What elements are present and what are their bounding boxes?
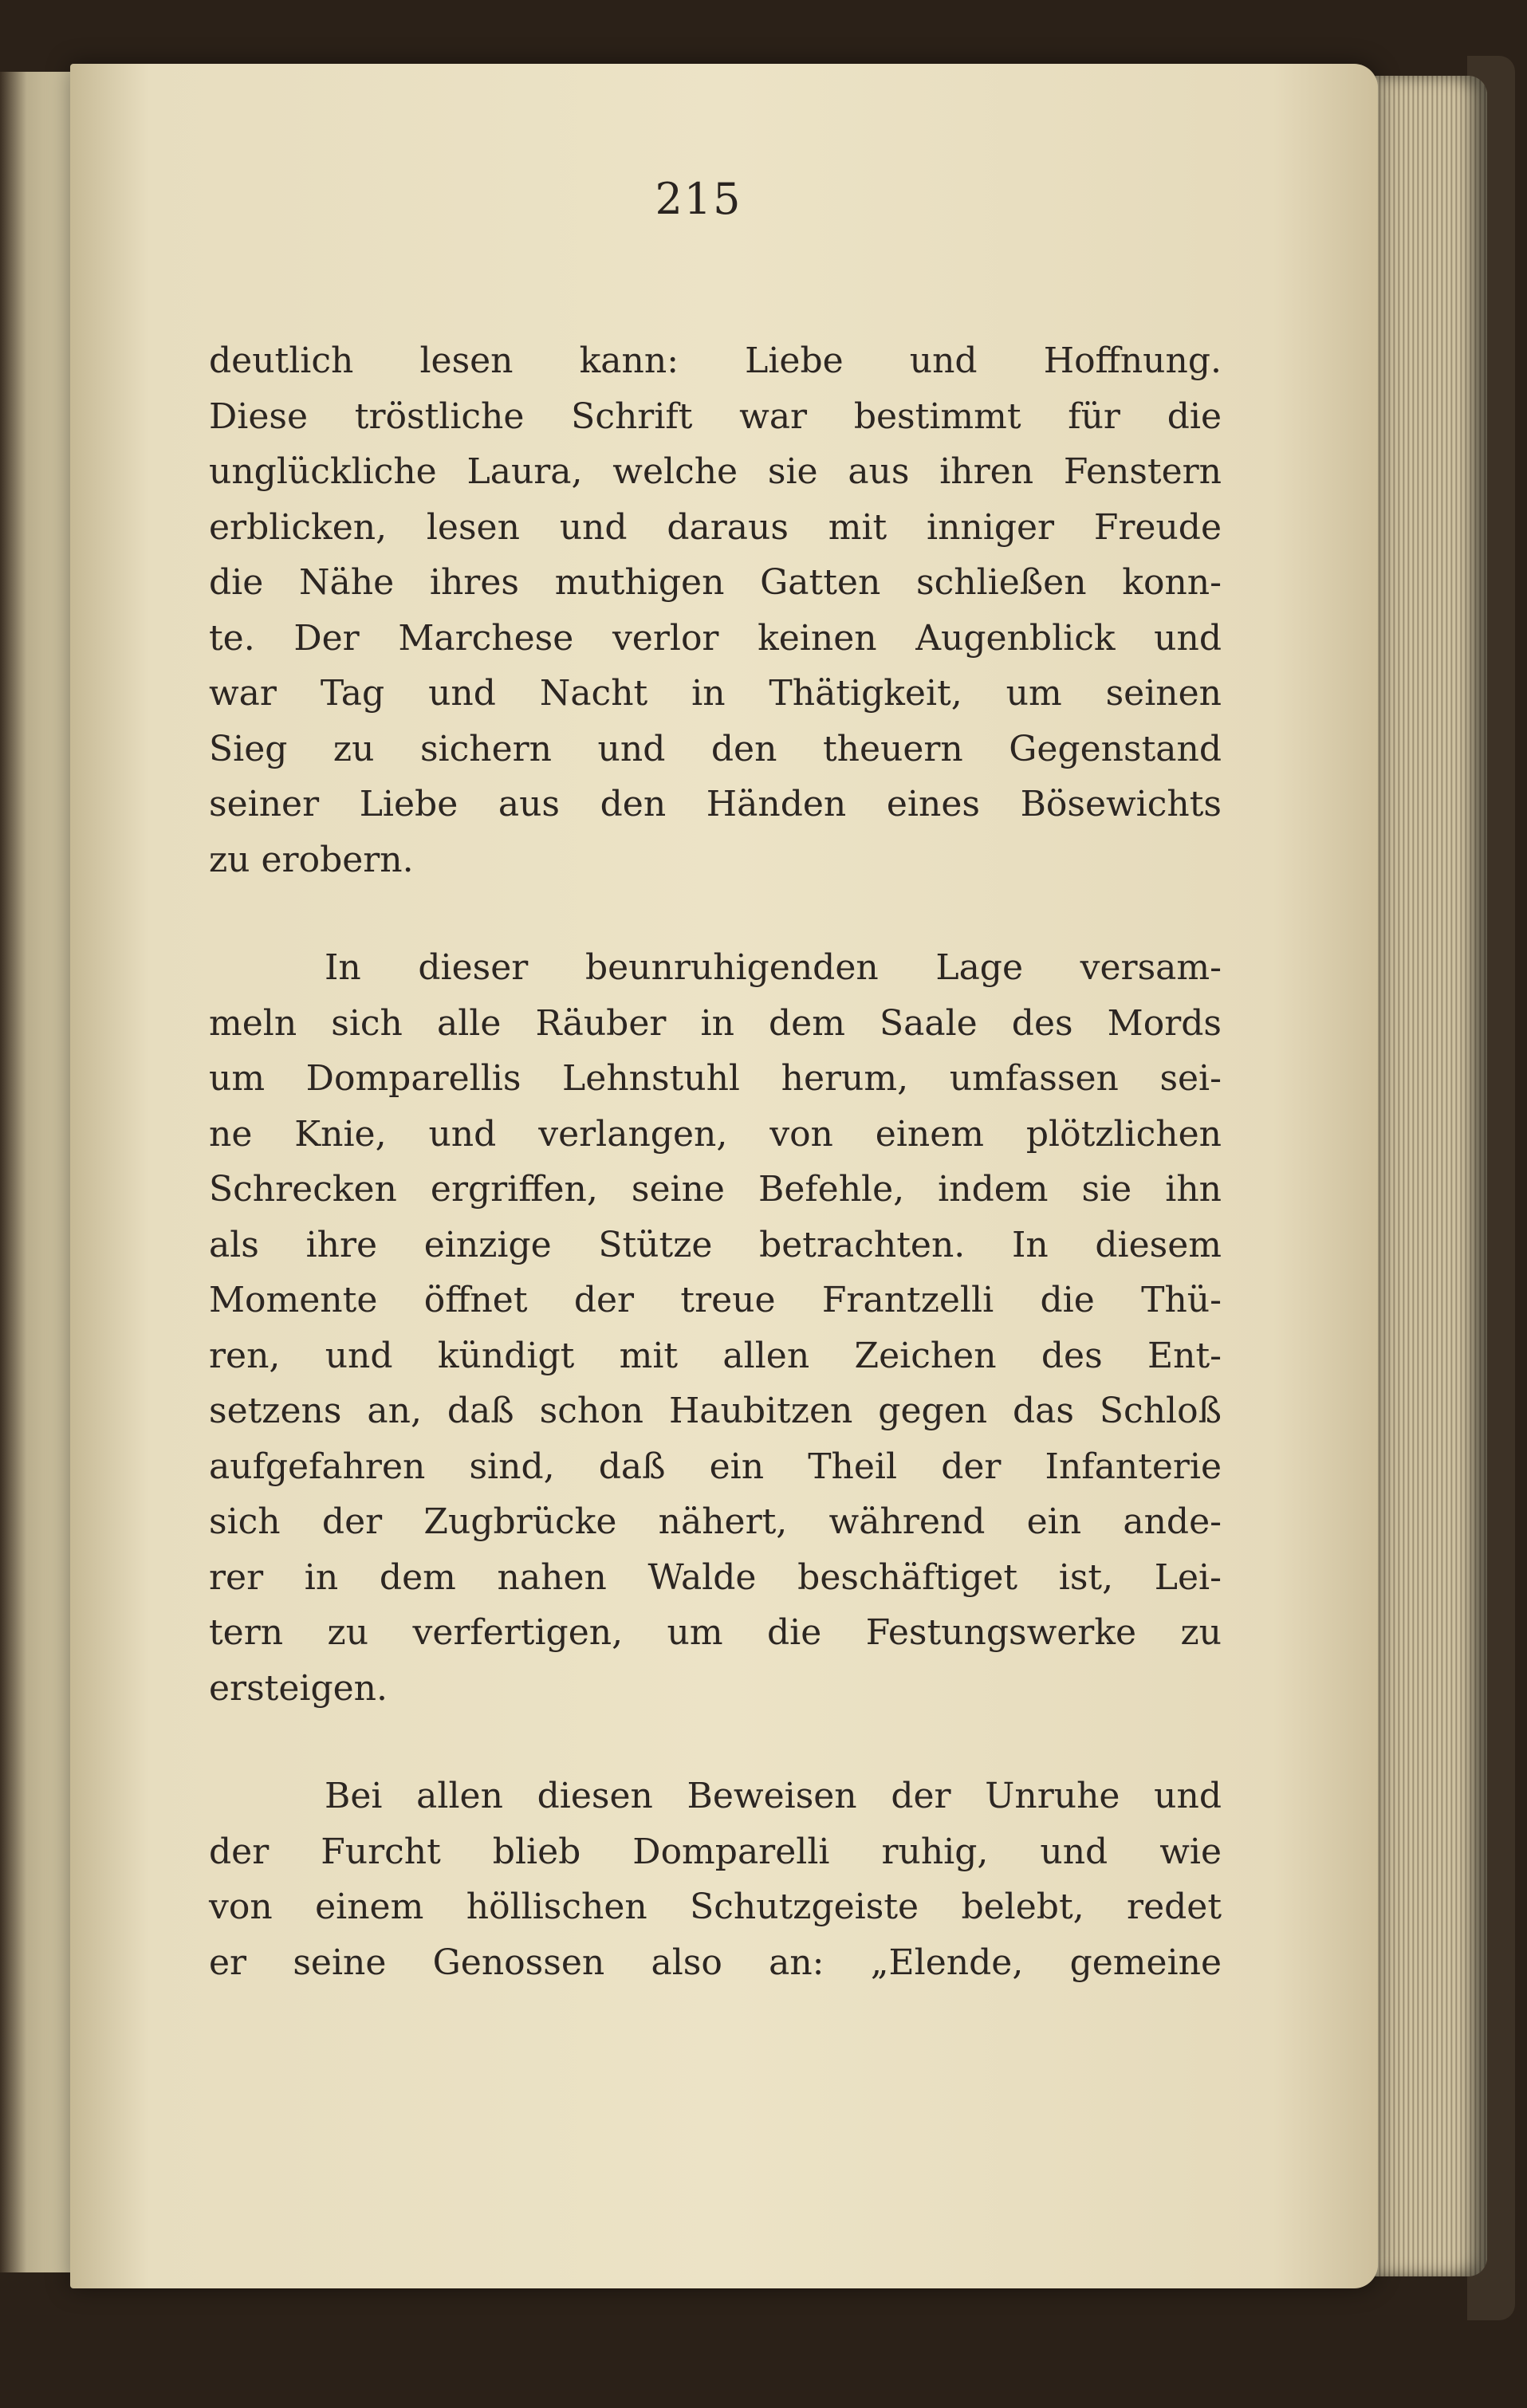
paragraph-gap: [209, 1716, 1222, 1769]
text-line: Momente öffnet der treue Frantzelli die Thü-: [209, 1280, 1222, 1320]
text-line: der Furcht blieb Domparelli ruhig, und wie: [209, 1831, 1222, 1872]
text-line: Bei allen diesen Beweisen der Unruhe und: [325, 1776, 1222, 1816]
text-line: meln sich alle Räuber in dem Saale des Mords: [209, 1002, 1222, 1044]
text-line: deutlich lesen kann: Liebe und Hoffnung.: [209, 340, 1222, 381]
text-line: von einem höllischen Schutzgeiste belebt, redet: [209, 1887, 1222, 1927]
text-line: war Tag und Nacht in Thätigkeit, um seinen: [209, 673, 1222, 714]
text-line: erblicken, lesen und daraus mit inniger Freude: [209, 506, 1222, 548]
paragraph-gap: [209, 887, 1222, 940]
text-line: Sieg zu sichern und den theuern Gegenstand: [209, 728, 1222, 769]
text-line: unglückliche Laura, welche sie aus ihren Fenstern: [209, 451, 1222, 492]
text-line: aufgefahren sind, daß ein Theil der Infanterie: [209, 1446, 1222, 1487]
text-line: In dieser beunruhigenden Lage versam-: [325, 947, 1222, 988]
text-line: ne Knie, und verlangen, von einem plötzlichen: [209, 1113, 1222, 1155]
body-text: [209, 333, 1222, 1990]
text-line: ren, und kündigt mit allen Zeichen des Ent-: [209, 1335, 1222, 1376]
text-line: seiner Liebe aus den Händen eines Bösewichts: [209, 784, 1222, 824]
text-line: ersteigen.: [209, 1667, 388, 1709]
text-line: als ihre einzige Stütze betrachten. In diesem: [209, 1224, 1222, 1265]
text-line: er seine Genossen also an: „Elende, gemeine: [209, 1942, 1222, 1983]
text-line: sich der Zugbrücke nähert, während ein ande-: [209, 1501, 1222, 1542]
text-line: Schrecken ergriffen, seine Befehle, indem sie ihn: [209, 1169, 1222, 1210]
text-line: tern zu verfertigen, um die Festungswerke zu: [209, 1612, 1222, 1653]
text-line: zu erobern.: [209, 839, 414, 880]
previous-page-edge: [0, 72, 76, 2272]
text-line: te. Der Marchese verlor keinen Augenblick und: [209, 617, 1222, 659]
text-line: rer in dem nahen Walde beschäftiget ist, Lei-: [209, 1556, 1222, 1598]
text-line: setzens an, daß schon Haubitzen gegen das Schloß: [209, 1391, 1222, 1431]
text-line: um Domparellis Lehnstuhl herum, umfassen sei-: [209, 1058, 1222, 1099]
text-line: Diese tröstliche Schrift war bestimmt für die: [209, 395, 1222, 437]
text-line: die Nähe ihres muthigen Gatten schließen konn-: [209, 562, 1222, 603]
page-number: 215: [655, 174, 742, 224]
